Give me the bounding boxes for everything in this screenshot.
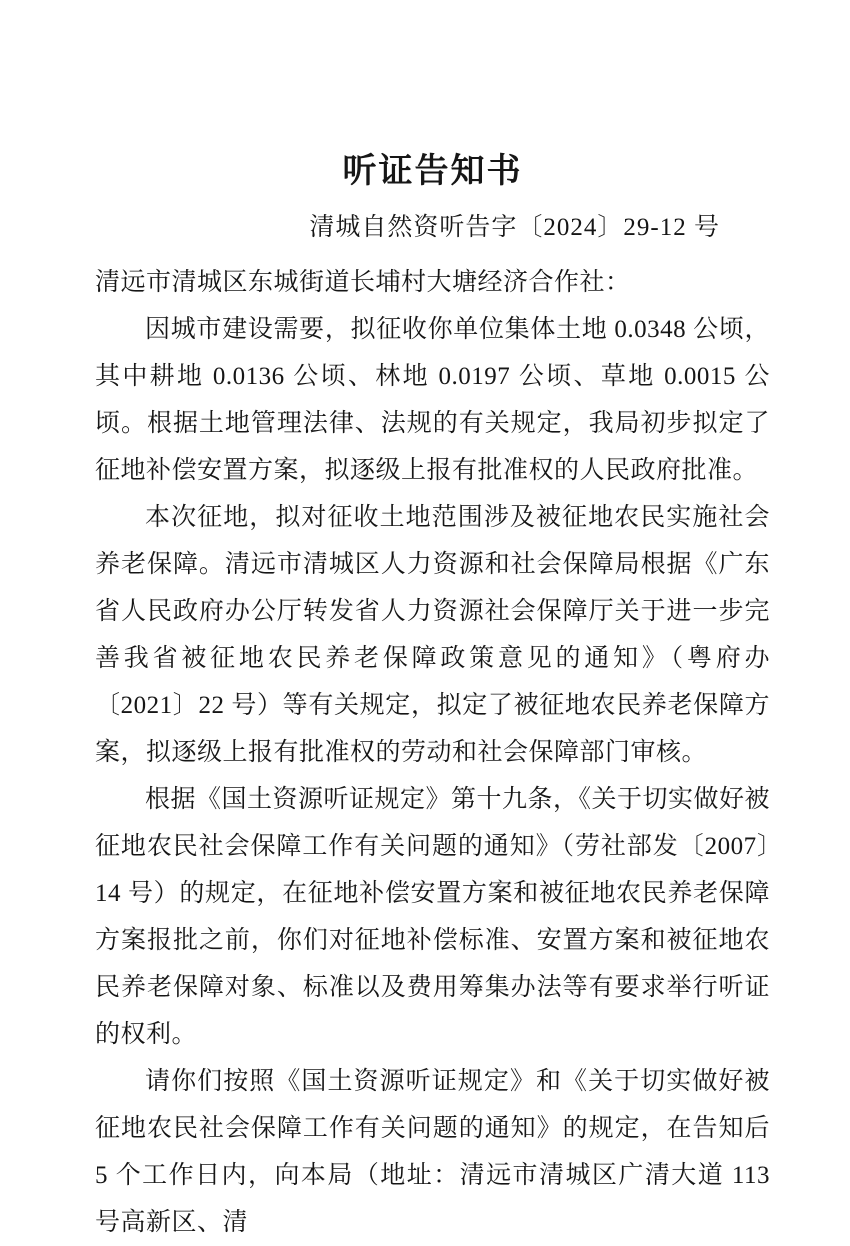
body-paragraph-3: 根据《国土资源听证规定》第十九条，《关于切实做好被征地农民社会保障工作有关问题的通知》（劳社部发〔2007〕14 号）的规定，在征地补偿安置方案和被征地农民养老保障方案报批之前，你们对征地补偿标准、安置方案和被征地农民养老保障对象、标准以及费用筹集办法等有要求举行听证的权利。 (95, 786, 771, 1048)
document-number: 清城自然资听告字〔2024〕29-12 号 (309, 214, 720, 241)
body-paragraph-1: 因城市建设需要，拟征收你单位集体土地 0.0348 公顷，其中耕地 0.0136 公顷、林地 0.0197 公顷、草地 0.0015 公顷。根据土地管理法律、法规的有关规定，我局初步拟定了征地补偿安置方案，拟逐级上报有批准权的人民政府批准。 (95, 316, 770, 484)
addressee-line: 清远市清城区东城街道长埔村大塘经济合作社： (95, 269, 631, 296)
body-paragraph-4: 请你们按照《国土资源听证规定》和《关于切实做好被征地农民社会保障工作有关问题的通知》的规定，在告知后 5 个工作日内，向本局（地址：清远市清城区广清大道 113 号高新区、清 (95, 1068, 770, 1236)
body-paragraph-2: 本次征地，拟对征收土地范围涉及被征地农民实施社会养老保障。清远市清城区人力资源和社会保障局根据《广东省人民政府办公厅转发省人力资源社会保障厅关于进一步完善我省被征地农民养老保障政策意见的通知》（粤府办〔2021〕22 号）等有关规定，拟定了被征地农民养老保障方案，拟逐级上报有批准权的劳动和社会保障部门审核。 (95, 504, 770, 766)
document-body (95, 306, 770, 1246)
document-title: 听证告知书 (342, 153, 523, 190)
document-content (95, 0, 770, 1246)
